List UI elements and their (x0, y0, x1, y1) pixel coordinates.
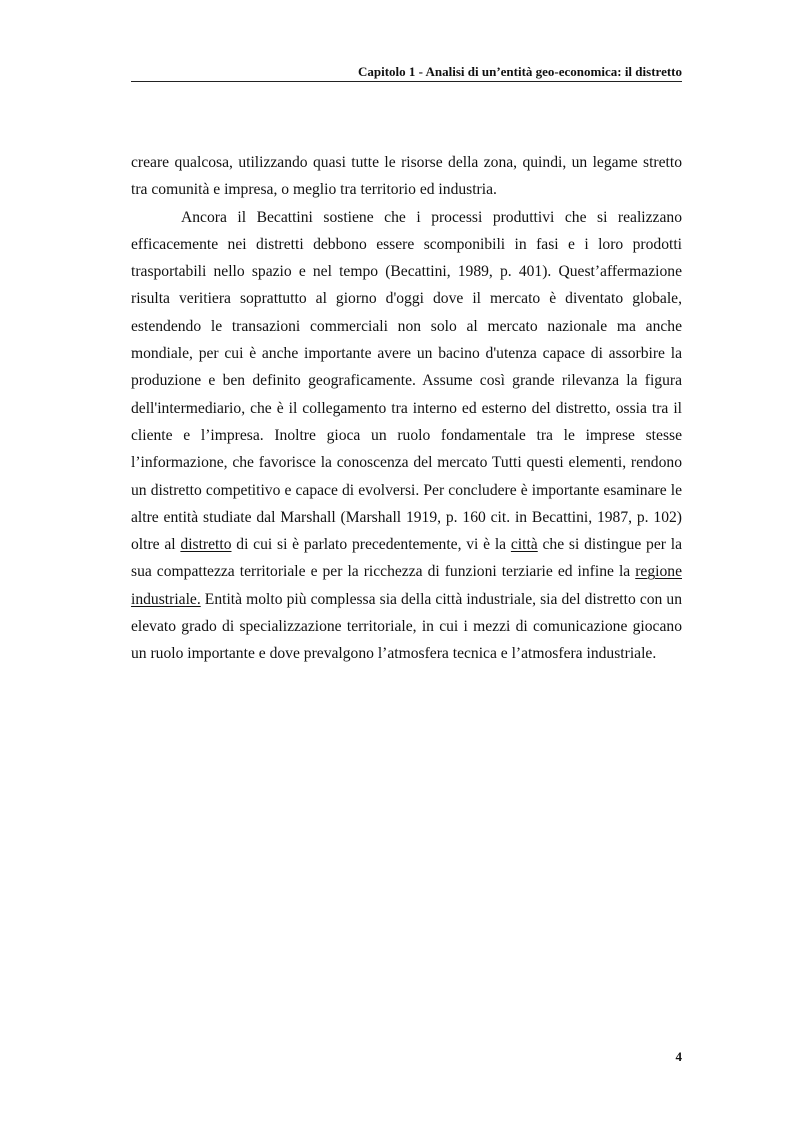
term-distretto: distretto (180, 536, 232, 554)
paragraph-2-text-d: Entità molto più complessa sia della città industriale, sia del distretto con un elevato grado di specializzazione territoriale, in cui i mezzi di comunicazione giocano un ruolo importante e dove prevalgono l’atmosfera tecnica e l’atmosfera industriale. (131, 590, 682, 663)
paragraph-2-text-c: che si distingue per la sua compattezza territoriale e per la ricchezza di funzioni terziarie ed infine la (131, 536, 682, 581)
page-number: 4 (675, 1049, 682, 1064)
term-regione-industriale: regione industriale. (131, 563, 682, 608)
paragraph-1: creare qualcosa, utilizzando quasi tutte le risorse della zona, quindi, un legame stretto tra comunità e impresa, o meglio tra territorio ed industria. (131, 154, 682, 199)
paragraph-2-text-b: di cui si è parlato precedentemente, vi è la (231, 536, 511, 554)
paragraph-2 (131, 204, 682, 668)
paragraph-2-text-a: Ancora il Becattini sostiene che i processi produttivi che si realizzano efficacemente nei distretti debbono essere scomponibili in fasi e i loro prodotti trasportabili nello spazio e nel tempo (Becattini, 1989, p. 401). Quest’affermazione risulta veritiera soprattutto al giorno d'oggi dove il mercato è diventato globale, estendendo le transazioni commerciali non solo al mercato nazionale ma anche mondiale, per cui è anche importante avere un bacino d'utenza capace di assorbire la produzione e ben definito geograficamente. Assume così grande rilevanza la figura dell'intermediario, che è il collegamento tra interno ed esterno del distretto, ossia tra il cliente e l’impresa. Inoltre gioca un ruolo fondamentale tra le imprese stesse l’informazione, che favorisce la conoscenza del mercato Tutti questi elementi, rendono un distretto competitivo e capace di evolversi. Per concludere è importante esaminare le altre entità studiate dal Marshall (Marshall 1919, p. 160 cit. in Becattini, 1987, p. 102) oltre al (131, 208, 682, 554)
term-citta: città (510, 536, 538, 554)
body-text (131, 149, 682, 668)
header-divider (131, 81, 682, 82)
running-header: Capitolo 1 - Analisi di un’entità geo-economica: il distretto (357, 64, 682, 79)
